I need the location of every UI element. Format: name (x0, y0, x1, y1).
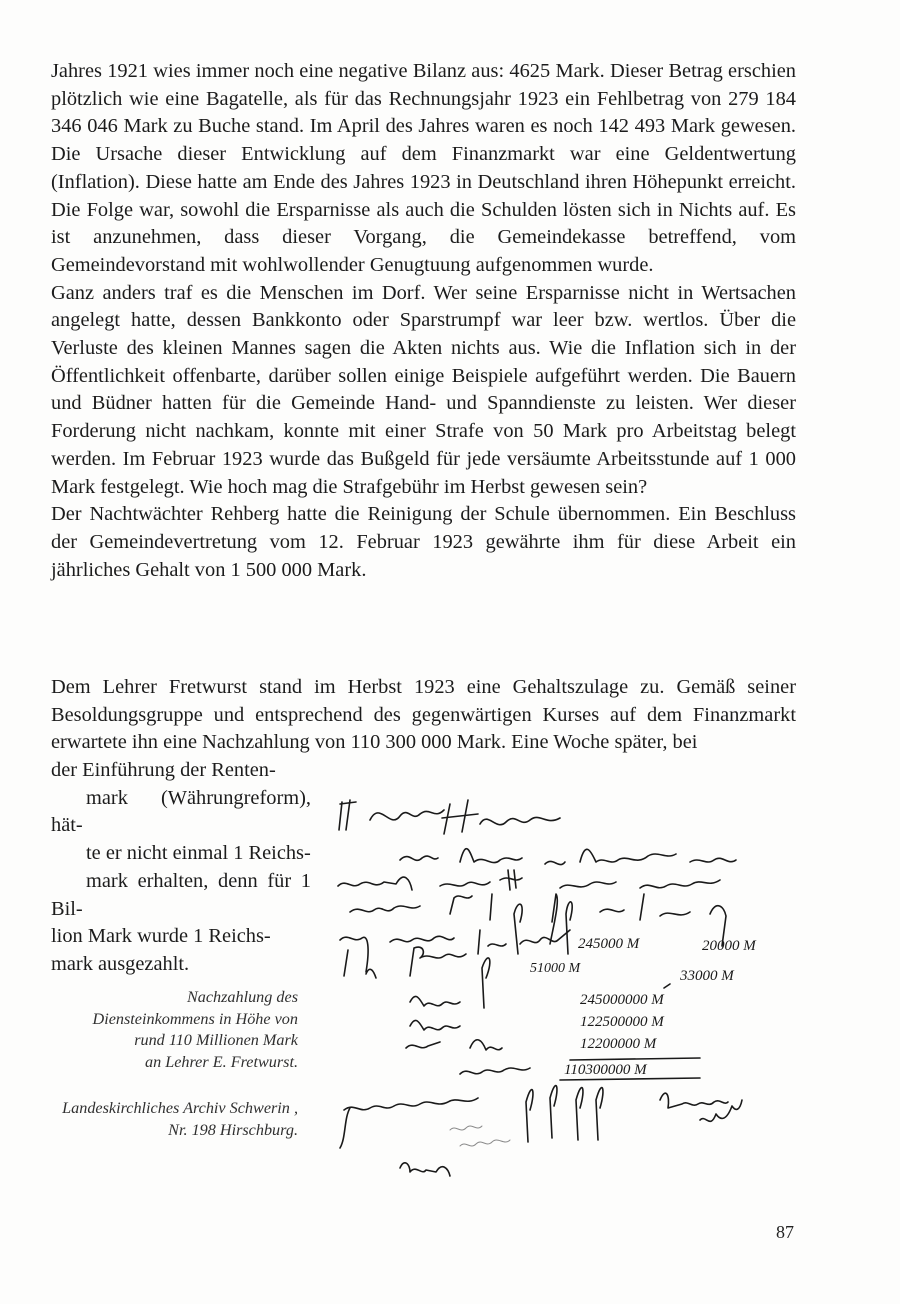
manuscript-amount: 20000 M (702, 938, 756, 954)
manuscript-amount: 122500000 M (580, 1014, 664, 1030)
caption-line: rund 110 Millionen Mark (134, 1031, 298, 1049)
caption-line: an Lehrer E. Fretwurst. (144, 1052, 298, 1071)
wrapped-text-column (51, 757, 311, 979)
text-line: lion Mark wurde 1 Reichs- (51, 925, 271, 948)
text-line: der Einführung der Renten- (51, 759, 276, 781)
figure-source (58, 1098, 298, 1141)
caption-line: Diensteinkommens in Höhe von (92, 1009, 298, 1028)
figure-caption (58, 987, 298, 1073)
text-line: mark ausgezahlt. (51, 952, 190, 975)
manuscript-amount: 12200000 M (580, 1036, 657, 1052)
text-line: mark (Währungreform), hät- (51, 786, 311, 837)
text-line: te er nicht einmal 1 Reichs- (86, 842, 311, 865)
text-line: mark erhalten, denn für 1 Bil- (51, 869, 311, 920)
manuscript-amount: 51000 M (530, 961, 581, 976)
source-line: Nr. 198 Hirschburg. (168, 1120, 298, 1139)
manuscript-amount: 245000 M (578, 936, 640, 952)
paragraph: Jahres 1921 wies immer noch eine negative Bilanz aus: 4625 Mark. Dieser Betrag erschien plötzlich wie eine Bagatelle, als für das Rechnungsjahr 1923 ein Fehlbetrag von 279 184 346 046 Mark zu Buche stand. Im April des Jahres waren es noch 142 493 Mark gewesen. Die Ursache dieser Entwicklung auf dem Finanzmarkt war eine Geldentwertung (Inflation). Diese hatte am Ende des Jahres 1923 in Deutschland ihren Höhepunkt erreicht. Die Folge war, sowohl die Ersparnisse als auch die Schulden lösten sich in Nichts auf. Es ist anzunehmen, dass dieser Vorgang, die Gemeindekasse betreffend, vom Gemeindevorstand mit wohlwollender Genugtuung aufgenommen wurde. (51, 60, 796, 276)
body-text-bottom (51, 674, 796, 757)
manuscript-amount: 245000000 M (580, 992, 664, 1008)
paragraph: Ganz anders traf es die Menschen im Dorf. Wer seine Ersparnisse nicht in Wertsachen angelegt hatte, dessen Bankkonto oder Sparstrumpf war leer bzw. wertlos. Über die Verluste des kleinen Mannes sagen die Akten nichts aus. Wie die Inflation sich in der Öffentlichkeit offenbarte, darüber sollen einige Beispiele aufgeführt werden. Die Bauern und Büdner hatten für die Gemeinde Hand- und Spanndienste zu leisten. Wer dieser Forderung nicht nachkam, konnte mit einer Strafe von 50 Mark pro Arbeitstag belegt werden. Im Februar 1923 wurde das Bußgeld für jede versäumte Arbeitsstunde auf 1 000 Mark festgelegt. Wie hoch mag die Strafgebühr im Herbst gewesen sein? (51, 281, 796, 498)
handwritten-document-image (330, 790, 780, 1190)
source-line: Landeskirchliches Archiv Schwerin , (62, 1099, 298, 1117)
body-text-top (51, 58, 796, 584)
paragraph: Der Nachtwächter Rehberg hatte die Reinigung der Schule übernommen. Ein Beschluss der Gemeindevertretung vom 12. Februar 1923 gewährte ihm für diese Arbeit ein jährliches Gehalt von 1 500 000 Mark. (51, 503, 796, 581)
manuscript-amount: 33000 M (680, 968, 734, 984)
page-number: 87 (776, 1222, 794, 1242)
manuscript-amount: 110300000 M (564, 1062, 647, 1078)
caption-line: Nachzahlung des (186, 988, 298, 1006)
paragraph: Dem Lehrer Fretwurst stand im Herbst 1923 eine Gehaltszulage zu. Gemäß seiner Besoldungsgruppe und entsprechend des gegenwärtigen Kurses auf dem Finanzmarkt erwartete ihn eine Nachzahlung von 110 300 000 Mark. Eine Woche später, bei (51, 676, 796, 754)
